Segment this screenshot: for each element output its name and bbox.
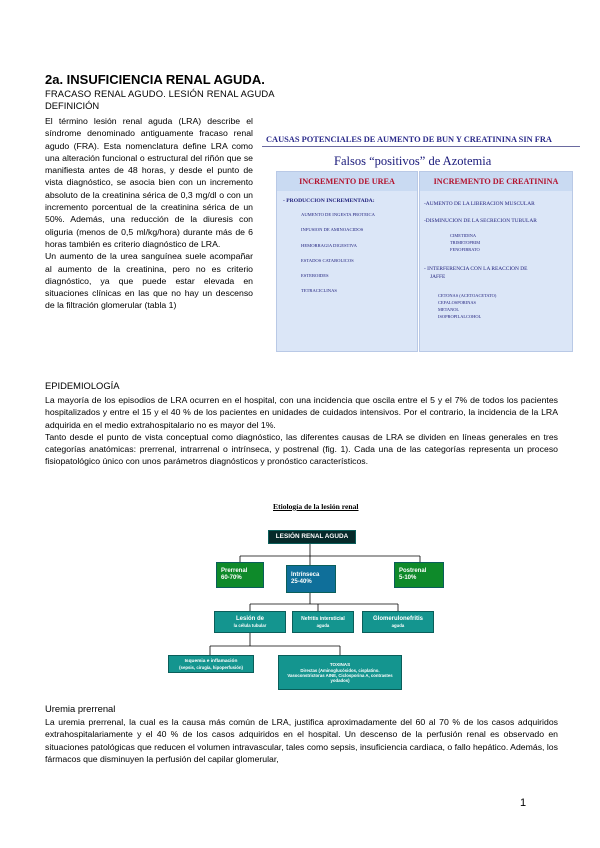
prerenal-text [45,716,558,765]
tubular-lesion-sub: la célula tubular [233,623,267,629]
acute-kidney-injury-box [268,530,356,544]
toxins-box [278,655,402,690]
page-number: 1 [520,797,527,809]
ischemia-label: Isquemia e inflamación [184,658,238,664]
prerenal-heading: Uremia prerrenal [45,703,116,714]
creatinine-item: CIMETIDINA [450,233,477,238]
prerrenal-label: Prerrenal [221,567,248,574]
urea-item: TETRACICLINAS [301,288,337,293]
creatinine-item: -AUMENTO DE LA LIBERACION MUSCULAR [424,201,535,207]
slide-heading: Falsos “positivos” de Azotemia [334,154,492,168]
postrenal-box [394,562,444,588]
interstitial-nephritis-sub: aguda [316,623,330,629]
epidemiology-heading: EPIDEMIOLOGÍA [45,380,120,391]
urea-item: INFUSION DE AMINOACIDOS [301,227,364,232]
creatinine-item: CETONAS (ACETOACETATO) [438,293,497,298]
toxins-label: TOXINAS [329,662,351,667]
urea-panel-title: INCREMENTO DE UREA [277,172,417,191]
prerrenal-box [216,562,264,588]
urea-item: - PRODUCCION INCREMENTADA: [283,198,375,204]
prerrenal-percent: 60-70% [221,575,242,581]
page-title: 2a. INSUFICIENCIA RENAL AGUDA. [45,72,265,87]
tubular-lesion-label: Lesión de [235,615,264,622]
creatinine-panel-title: INCREMENTO DE CREATININA [420,172,572,191]
toxins-sub: Directas (Aminoglucósidos, cisplatino. Vasoconstrictoras AINE, Ciclosporina A, contrastes yodados) [287,668,393,683]
acute-kidney-injury-label: LESIÓN RENAL AGUDA [275,533,349,541]
definition-heading: DEFINICIÓN [45,100,100,111]
ischemia-sub: (sepsis, cirugía, hipoperfusión) [179,664,243,670]
urea-item: HEMORRAGIA DIGESTIVA [301,243,357,248]
glomerulonephritis-sub: aguda [391,623,405,629]
creatinine-item: METANOL [438,307,460,312]
intrinsic-percent: 25-40% [291,579,312,585]
ischemia-box [168,655,254,673]
urea-item: ESTADOS CATABOLICOS [301,258,354,263]
creatinine-item: -DISMINUCION DE LA SECRECION TUBULAR [424,218,537,224]
creatinine-item: JAFFE [430,274,446,280]
urea-item: ESTEROIDES [301,273,329,278]
flowchart-title: Etiología de la lesión renal [273,502,359,511]
intrinsic-box [286,565,336,593]
intrinsic-label: Intrínseca [291,571,320,578]
urea-item: AUMENTO DE INGESTA PROTEICA [301,212,375,217]
creatinine-item: TRIMETOPRIM [450,240,481,245]
interstitial-nephritis-box [292,611,354,633]
interstitial-nephritis-label: Nefritis intersticial [301,615,345,622]
page-subtitle: FRACASO RENAL AGUDO. LESIÓN RENAL AGUDA [45,88,275,99]
slide-header: CAUSAS POTENCIALES DE AUMENTO DE BUN Y CREATININA SIN FRA [262,127,580,147]
epidemiology-paragraph-2: Tanto desde el punto de vista conceptual como diagnóstico, las diferentes causas de LRA se dividen en líneas generales en tres categorías anatómicas: prerrenal, intrarrenal o intrínseca, y postrenal (fig. 1). Cada una de las categorías representa un proceso fisiopatológico único con unos parámetros diagnósticos y pronóstico característicos. [45,431,558,467]
creatinine-item: FENOFIBRATO [450,247,480,252]
glomerulonephritis-box [362,611,434,633]
definition-paragraph-1: El término lesión renal aguda (LRA) describe el síndrome denominado antiguamente fracaso renal agudo (FRA). Esta nomenclatura define LRA como una alteración funcional o estructural del riñón que se manifiesta antes de 48 horas, y desde el punto de vista diagnóstico, se asocia bien con un incremento absoluto de la creatinina sérica de 0,3 mg/dl o con un incremento porcentual de la creatinina sérica de un 50%. Además, una reducción de la diuresis con oliguria (menos de 0,5 ml/kg/hora) durante más de 6 horas también es criterio diagnóstico de LRA. [45,116,253,249]
creatinine-item: ISOPROPILALCOHOL [438,314,482,319]
tubular-lesion-box [214,611,286,633]
postrenal-label: Postrenal [399,567,427,574]
prerenal-paragraph-1: La uremia prerrenal, la cual es la causa más común de LRA, justifica aproximadamente del 60 al 70 % de los casos adquiridos extrahospitalariamente y el 40 % de los casos adquiridos en el hospital. Un descenso de la perfusión renal es observado en situaciones patológicas que reducen el volumen intravascular, tales como sepsis, insuficiencia cardiaca, o fallo hepático. Además, los fármacos que disminuyen la perfusión del capilar glomerular, [45,717,558,764]
glomerulonephritis-label: Glomerulonefritis [372,615,423,622]
epidemiology-paragraph-1: La mayoría de los episodios de LRA ocurren en el hospital, con una incidencia que oscila entre el 5 y el 7% de todos los pacientes hospitalizados y entre el 15 y el 40 % de los pacientes en unidades de cuidados intensivos. Por el contrario, la incidencia de la LRA adquirida en el medio extrahospitalario no es mayor del 1%. [45,395,558,430]
creatinine-item: CEFALOSPORINAS [438,300,476,305]
creatinine-item: - INTERFERENCIA CON LA REACCION DE [424,266,528,272]
definition-paragraph-2: Un aumento de la urea sanguínea suele acompañar al aumento de la creatinina, pero no es criterio diagnóstico, ya que puede estar elevada en situaciones clínicas en las que no hay un descenso de la filtración glomerular (tabla 1) [45,251,253,311]
postrenal-percent: 5-10% [399,575,417,581]
